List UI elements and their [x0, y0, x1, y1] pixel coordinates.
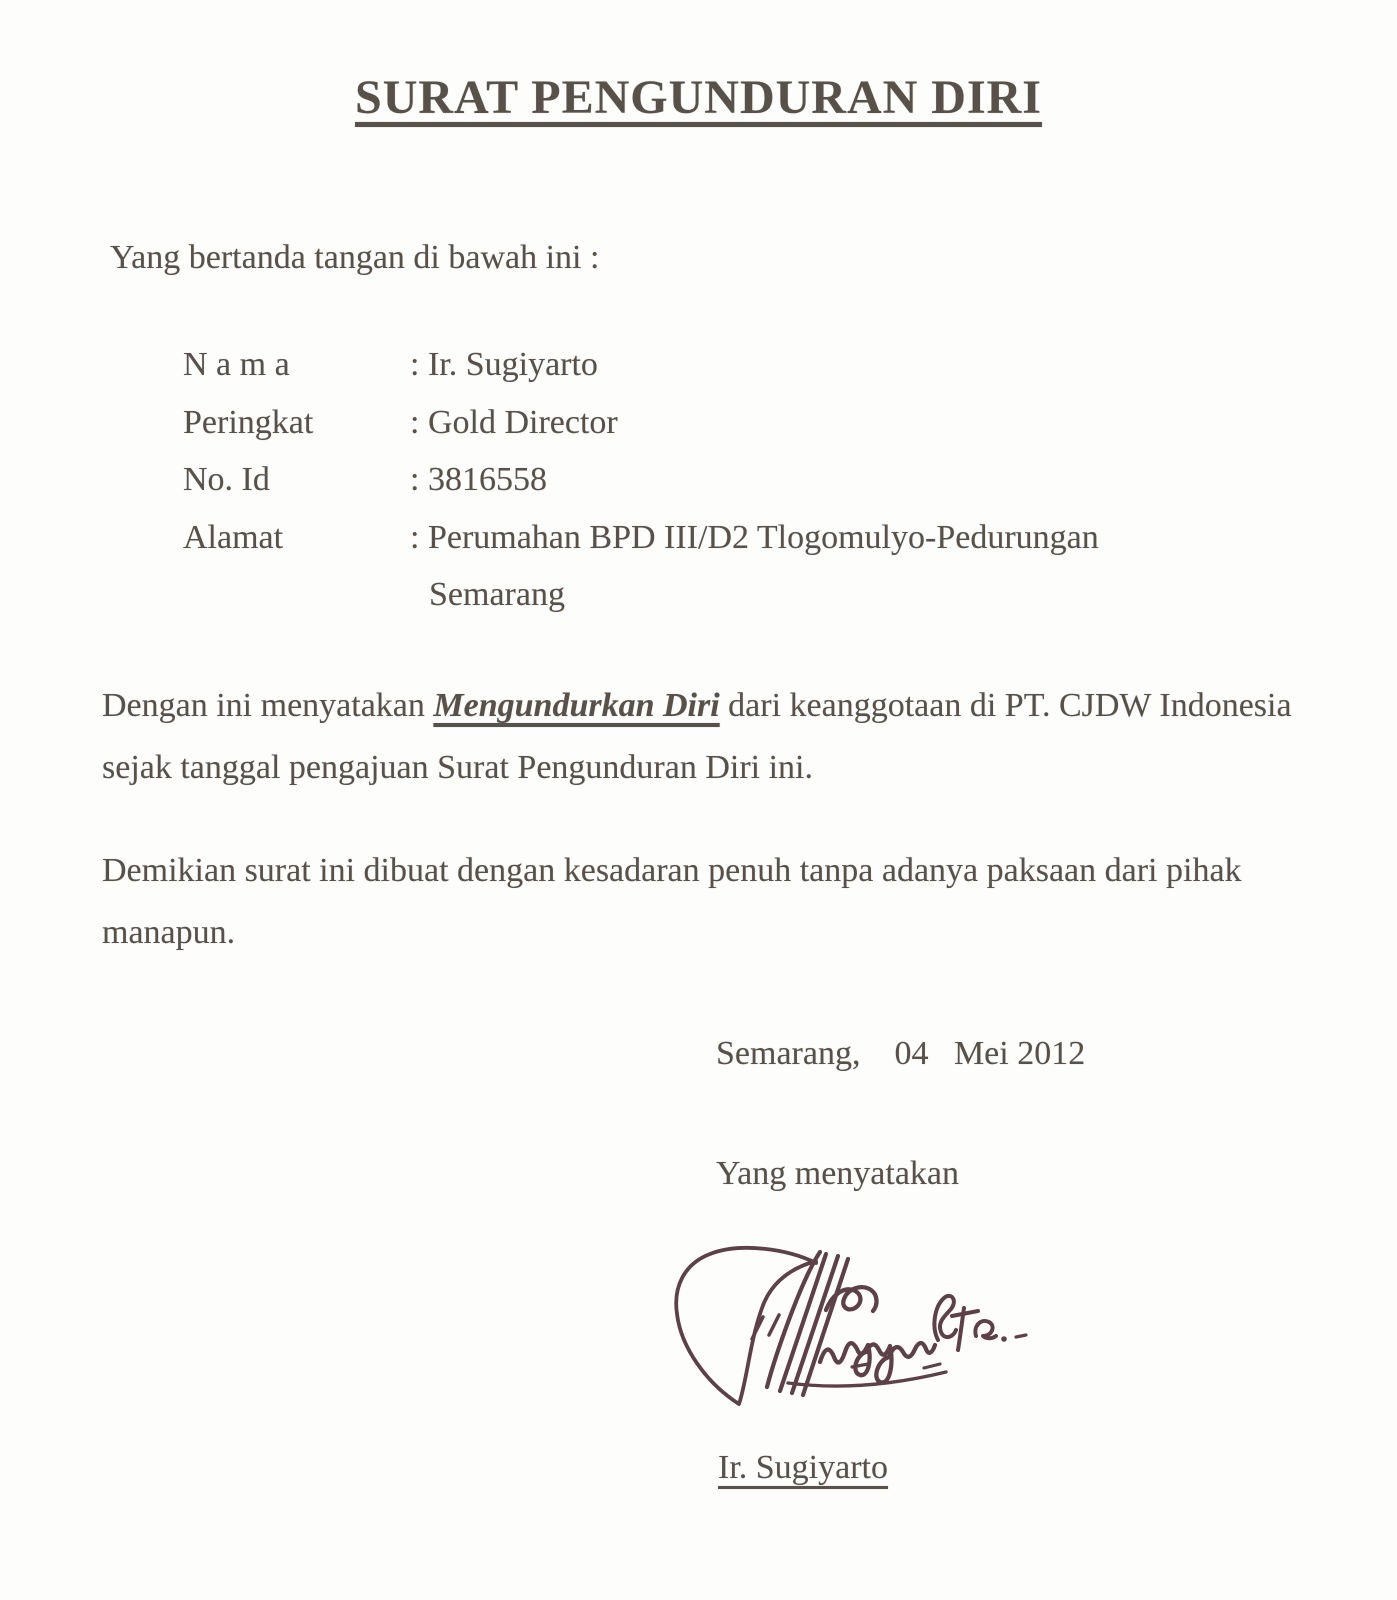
field-row-alamat-continuation: [183, 566, 1099, 624]
field-label-nama: N a m a: [183, 346, 290, 383]
field-value-alamat: : Perumahan BPD III/D2 Tlogomulyo-Pedurungan: [410, 518, 1099, 556]
signature-dot: [1001, 1336, 1007, 1342]
statement-text-before: Dengan ini menyatakan: [102, 687, 434, 724]
statement-paragraph: [102, 675, 1312, 799]
field-row-peringkat: [183, 394, 1099, 452]
field-label-empty: [183, 566, 410, 624]
field-label-peringkat: Peringkat: [183, 403, 314, 441]
signer-name: Ir. Sugiyarto: [718, 1449, 888, 1486]
field-label-alamat: Alamat: [183, 518, 284, 556]
field-row-no-id: [183, 451, 1099, 509]
field-label-no-id: No. Id: [183, 461, 270, 498]
document-title: SURAT PENGUNDURAN DIRI: [355, 71, 1042, 124]
field-value-peringkat: : Gold Director: [410, 403, 618, 441]
statement-text-after: dari keanggotaan di PT. CJDW Indonesia sejak tanggal pengajuan Surat Pengunduran Diri ini.: [102, 687, 1292, 786]
identity-fields: [183, 336, 1099, 624]
closing-phrase: Yang menyatakan: [716, 1155, 959, 1192]
field-value-alamat-city: Semarang: [429, 576, 565, 613]
field-row-alamat: [183, 509, 1099, 567]
resignation-emphasis: Mengundurkan Diri: [433, 687, 720, 724]
signature-diagonal-strokes: [767, 1252, 848, 1395]
closing-paragraph: Demikian surat ini dibuat dengan kesadaran penuh tanpa adanya paksaan dari pihak manapun.: [102, 852, 1242, 951]
field-value-nama: : Ir. Sugiyarto: [410, 346, 598, 383]
field-value-no-id: : 3816558: [410, 461, 547, 498]
field-row-nama: [183, 336, 1099, 394]
date-line: Semarang, 04 Mei 2012: [716, 1035, 1086, 1072]
intro-line: Yang bertanda tangan di bawah ini :: [110, 239, 600, 276]
handwritten-signature: [640, 1210, 1100, 1440]
